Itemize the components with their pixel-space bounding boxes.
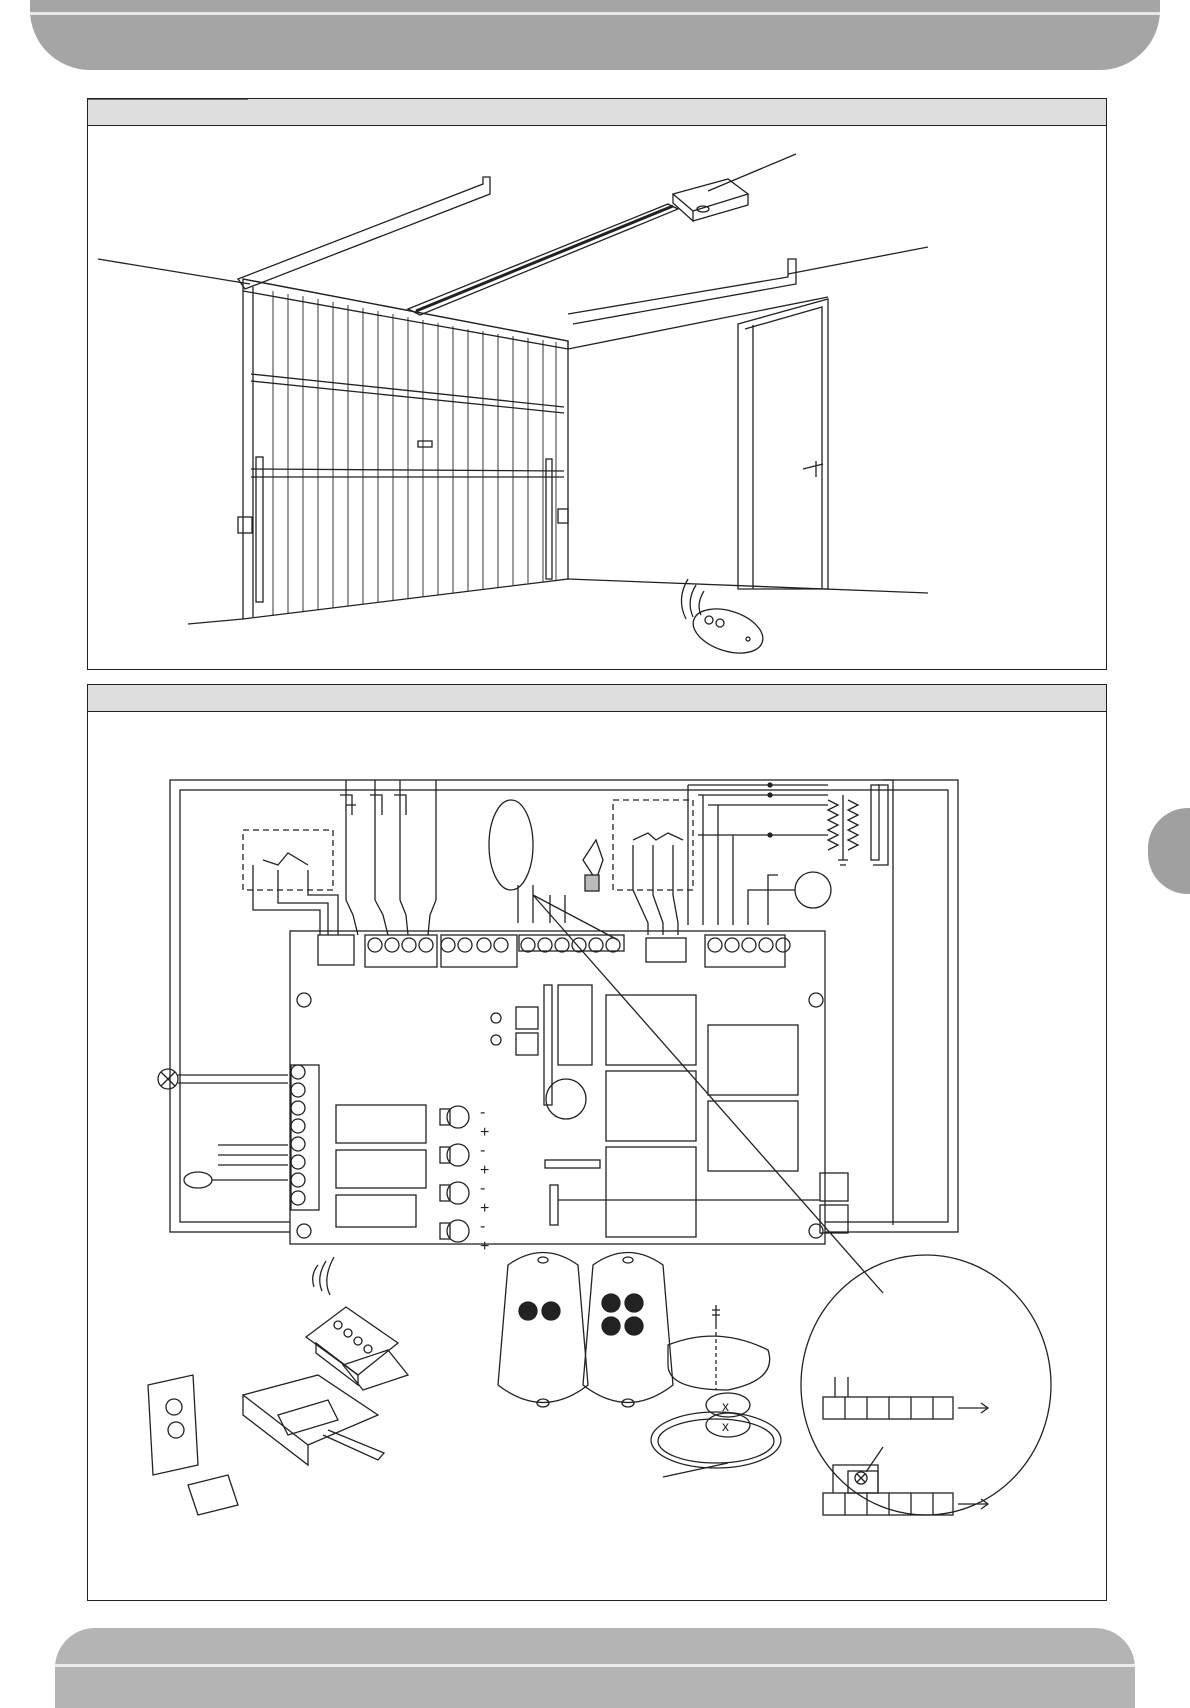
relay-block — [585, 875, 599, 891]
page-footer-band — [55, 1628, 1135, 1708]
figure-control-board-wiring — [87, 684, 1107, 1601]
garage-drawing — [88, 99, 1106, 669]
motor-capacitor — [795, 872, 831, 908]
limit-switch-box — [243, 830, 333, 890]
header-band-line — [30, 12, 1160, 15]
warning-lamp-cross — [161, 1072, 175, 1086]
lamp-wires — [178, 1075, 288, 1083]
wall-top-line — [568, 297, 828, 349]
flashing-light — [184, 1172, 212, 1188]
right-support-bracket — [568, 259, 796, 324]
antenna-coil — [489, 800, 533, 890]
trimmer-plus: + — [480, 1238, 490, 1255]
section-side-tab — [1148, 808, 1190, 894]
trimmer-plus: + — [480, 1124, 490, 1141]
motor-leader-line — [708, 154, 796, 191]
trimmer-minus: - — [480, 1142, 486, 1159]
dip-switch-magnifier — [801, 1255, 1051, 1515]
trimmer-plus: + — [480, 1200, 490, 1217]
photocell-contacts — [633, 833, 683, 840]
figure-garage-installation — [87, 98, 1107, 670]
relay-symbol — [583, 840, 603, 880]
motor-unit — [673, 179, 748, 221]
trimmer-minus: - — [480, 1218, 486, 1235]
remote-battery-replacement — [148, 1257, 408, 1515]
wiring-drawing — [88, 685, 1106, 1600]
hand-remote-illustration — [681, 579, 768, 661]
trimmer-plus: + — [480, 1162, 490, 1179]
side-entry-door — [738, 299, 828, 589]
oval-remote-exploded — [651, 1305, 781, 1477]
footer-band-line — [55, 1664, 1135, 1667]
floor-line-right — [568, 579, 928, 593]
floor-line-left — [188, 619, 243, 624]
trimmer-minus: - — [480, 1104, 486, 1121]
limit-switch-contacts — [263, 853, 308, 865]
battery-mark: x — [722, 1418, 729, 1434]
page-header-band — [30, 0, 1160, 70]
battery-mark: x — [722, 1398, 729, 1414]
capacitor-wires — [748, 875, 795, 925]
left-support-bracket — [238, 177, 490, 289]
remote-4-button — [583, 1253, 673, 1408]
limit-switch-wires — [253, 865, 338, 935]
push-buttons — [340, 780, 436, 935]
left-leader-line — [98, 259, 250, 284]
remote-2-button — [498, 1253, 588, 1408]
garage-door — [238, 279, 568, 619]
rail-track — [416, 206, 673, 311]
right-leader-line — [788, 247, 928, 274]
trimmer-minus: - — [480, 1180, 486, 1197]
flashing-light-wires — [218, 1145, 288, 1165]
